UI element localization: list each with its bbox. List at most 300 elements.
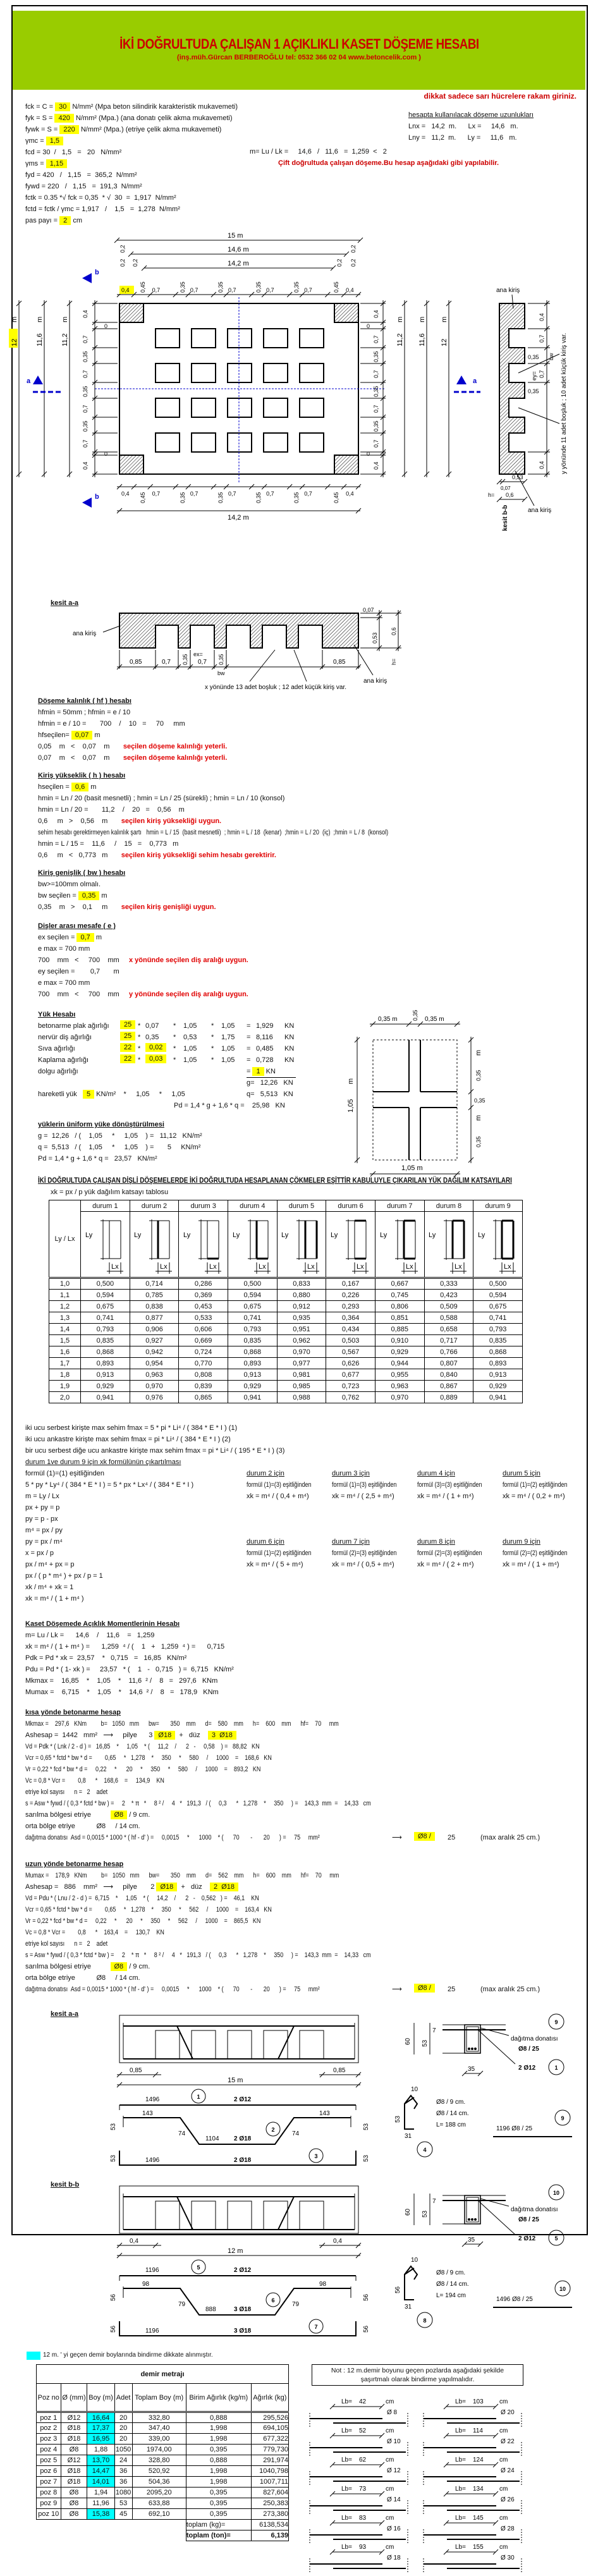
input-value[interactable]: 1,5 (46, 137, 63, 145)
unit: KN (284, 1045, 295, 1053)
rc-title: uzun yönde betonarme hesap (25, 1860, 124, 1868)
fill-load-input[interactable]: 1 (252, 1067, 264, 1076)
coffer-void (156, 398, 180, 417)
distribution-spacing: 25 (448, 1986, 456, 1993)
segment-label: 0,4 (121, 287, 130, 293)
position-number: 9 (554, 2019, 558, 2025)
position-number: 5 (554, 2235, 558, 2242)
input-label: fyd = (25, 171, 41, 179)
load-factor[interactable]: 0,02 (145, 1043, 166, 1052)
derivation-line: px + py = p (25, 1504, 60, 1511)
ratio-cell: 1,5 (49, 1335, 81, 1346)
coef-cell: 0,838 (130, 1301, 179, 1312)
stirrup-bar-input[interactable]: Ø8 (111, 1962, 128, 1971)
coef-cell: 0,941 (473, 1392, 523, 1403)
coef-cell: 0,889 (424, 1392, 473, 1403)
coef-cell: 0,851 (375, 1312, 424, 1324)
dim-label: 7 (432, 2027, 436, 2034)
position-number: 6 (271, 2297, 275, 2304)
input-value[interactable]: 2 (59, 216, 71, 225)
rc-calc-line: Vcr = 0,65 * fctd * bw * d = 0,65 * 1,278 * 350 * 562 / 1000 = 163,4 KN (25, 1906, 272, 1914)
dim-label: 0,4 (130, 2238, 138, 2245)
coffer-void (228, 2201, 252, 2230)
ratio-cell: 1,1 (49, 1290, 81, 1301)
dim-label: 1,05 (347, 1099, 355, 1113)
table-row (49, 1324, 523, 1335)
stirrup-spacing: Ø8 / 14 cm. (436, 2110, 469, 2117)
dim-label: 0,35 (528, 354, 539, 360)
coef-cell: 0,910 (375, 1335, 424, 1346)
overall-dimension: 12 (441, 338, 448, 346)
formula-line: iki ucu serbest kirişte max sehim fmax = 5 * pi * Li⁴ / ( 384 * E * I ) (1) (25, 1424, 238, 1432)
load-factor: 0,53 (183, 1034, 197, 1041)
dim-label: bw (217, 670, 225, 676)
schedule-header: Boy (m) (87, 2384, 114, 2412)
coef-cell: 0,500 (81, 1278, 130, 1290)
dim-label: 0,6 (506, 492, 514, 498)
distribution-bar-input[interactable]: Ø8 / (414, 1984, 435, 1993)
case-diagram (81, 1212, 130, 1278)
coef-cell: 0,588 (424, 1312, 473, 1324)
distribution-bar: Ø8 / 25 (518, 2046, 539, 2053)
coffer-void (156, 2030, 180, 2059)
leader-line (294, 650, 307, 681)
coef-cell: 0,955 (375, 1369, 424, 1381)
unit: m (347, 1078, 355, 1084)
rebar-dot (468, 2218, 470, 2221)
schedule-cell: poz 3 (37, 2434, 61, 2445)
coef-cell: 0,594 (473, 1290, 523, 1301)
unit: KN (284, 1022, 295, 1030)
schedule-cell: 2095,20 (132, 2487, 186, 2498)
unit: m (36, 316, 44, 322)
rebar-dot (474, 2048, 477, 2050)
unit: m (95, 934, 102, 941)
section-a-drawing (0, 607, 442, 695)
table-row (49, 1381, 523, 1392)
unit: m (101, 892, 107, 900)
coef-cell: 0,793 (81, 1324, 130, 1335)
coef-cell: 0,606 (179, 1324, 228, 1335)
ly-label: Ly (85, 1231, 93, 1239)
straight-bar-input[interactable]: 3 Ø18 (208, 1731, 236, 1740)
case-source: formül (3)=(3) eşitliğinden (417, 1481, 482, 1489)
coef-cell: 0,985 (277, 1381, 326, 1392)
load-factor: 1,05 (221, 1045, 235, 1053)
dim-label: 0,2 (119, 245, 126, 253)
schedule-cell: 1007,711 (251, 2477, 288, 2487)
segment-label: 0,35 (82, 386, 88, 397)
stirrup-label: sarılma bölgesi etriye (25, 1811, 91, 1819)
schedule-header: Ağırlık (kg) (251, 2384, 288, 2412)
overall-dimension: 11,2 (396, 333, 404, 346)
dim-label: 0,35 (218, 654, 224, 665)
schedule-cell: Ø8 (61, 2498, 87, 2509)
moment-line: Pdk = Pd * xk = 23,57 * 0,715 = 16,85 KN/m² (25, 1654, 187, 1662)
unit: cm (386, 2544, 394, 2551)
ana-kiris-label: ana kiriş (496, 287, 520, 294)
bar-length: 56 (110, 2325, 117, 2333)
leader-line (477, 2200, 515, 2235)
multiply-sign: * (211, 1045, 214, 1053)
coef-table (49, 1200, 523, 1403)
ex-input[interactable]: 0,7 (76, 933, 94, 942)
schedule-cell: 633,88 (132, 2498, 186, 2509)
table-row (49, 1346, 523, 1358)
coffer-void (192, 329, 216, 348)
straight-bar-input[interactable]: 2 Ø18 (210, 1883, 238, 1891)
input-label: fctk = 0.35 *√ fck = (25, 194, 83, 202)
schedule-row (37, 2412, 289, 2423)
segment-label: 0,7 (266, 287, 274, 293)
calc-line: hmin = L / 15 = 11,6 / 15 = 0,773 m (38, 840, 179, 848)
dim-label: 53 (394, 2115, 401, 2123)
g-total: g= 12,26 KN (247, 1079, 293, 1087)
coef-cell: 0,893 (228, 1358, 277, 1369)
coef-cell: 0,369 (179, 1290, 228, 1301)
formula-line: bir ucu serbest diğe ucu ankastre kirişte max sehim fmax = pi * Li⁴ / ( 195 * E * I ) (3) (25, 1447, 285, 1455)
middle-stirrup: orta bölge etriye Ø8 / 14 cm. (25, 1822, 140, 1830)
case-formula (247, 1468, 326, 1502)
derivation-line: m⁴ = px / py (25, 1527, 63, 1534)
coef-cell: 0,567 (326, 1346, 375, 1358)
coffer-void (156, 329, 180, 348)
schedule-row (37, 2445, 289, 2455)
schedule-cell: Ø18 (61, 2466, 87, 2477)
segment-label: 0,35 (293, 492, 300, 503)
beam-height-title: Kiriş yükseklik ( h ) hesabı (38, 772, 126, 779)
overall-dimension: 14,2 m (228, 514, 249, 522)
input-value[interactable]: 420 (54, 114, 73, 123)
schedule-row (37, 2434, 289, 2445)
coffer-void (228, 2030, 252, 2059)
schedule-cell: poz 10 (37, 2509, 61, 2520)
load-factor: 0,35 (145, 1034, 159, 1041)
case-title: durum 4 için (417, 1470, 455, 1477)
schedule-cell: 694,105 (251, 2423, 288, 2434)
coef-cell: 0,929 (375, 1346, 424, 1358)
check-result: y yönünde seçilen diş aralığı uygun. (128, 991, 248, 998)
derivation-title: durum 1ve durum 9 için xk formülünün çıkartılması (25, 1458, 181, 1466)
segment-label: 0,7 (266, 491, 274, 497)
dim-label: 0,2 (132, 259, 138, 267)
ly-label: Ly (232, 1231, 240, 1239)
section-b-profile (499, 303, 525, 474)
hf-input[interactable]: 0,07 (71, 731, 92, 740)
lx-label: Lx (455, 1263, 463, 1271)
lb-label: Lb= (341, 2427, 352, 2434)
overall-dimension: 14,2 m (228, 260, 249, 267)
dim-label: 0,7 (162, 659, 171, 666)
load-title: Yük Hesabı (38, 1011, 76, 1018)
case-formula-text: xk = m⁴ / ( 5 + m⁴) (247, 1561, 303, 1568)
rebar-a-drawing (0, 2004, 598, 2175)
ly-label: Ly (478, 1231, 485, 1239)
coef-cell: 0,500 (473, 1278, 523, 1290)
coef-cell: 0,741 (81, 1312, 130, 1324)
schedule-cell: 0,888 (186, 2455, 251, 2466)
schedule-cell: 15,38 (87, 2509, 114, 2520)
load-factor[interactable]: 22 (120, 1054, 135, 1063)
rc-calc-line: Vc = 0,8 * Vcr = 0,8 * 168,6 = 134,9 KN (25, 1777, 164, 1785)
input-note: 1,917 / 1,5 = 1,278 N/mm² (82, 205, 180, 213)
dim-label: bw (548, 353, 554, 360)
dim-label: 10 (411, 2086, 418, 2093)
segment-label: 0,35 (217, 281, 224, 293)
coef-cell: 0,293 (326, 1301, 375, 1312)
input-label: bw seçilen = (38, 892, 76, 900)
table-row (49, 1290, 523, 1301)
segment-label: 0,4 (346, 491, 354, 497)
schedule-cell: poz 7 (37, 2477, 61, 2487)
rib-spacing-title: Dişler arası mesafe ( e ) (38, 922, 116, 930)
derivation-line: px / m⁴ + px = p (25, 1561, 75, 1568)
lb-label: Lb= (455, 2486, 466, 2493)
case-title: durum 2 için (247, 1470, 284, 1477)
input-note: 420 / 1,15 = 365,2 N/mm² (42, 171, 137, 179)
distribution-bar-input[interactable]: Ø8 / (414, 1832, 435, 1841)
equals-sign: = (247, 1022, 251, 1030)
schedule-title: demir metrajı (37, 2365, 289, 2384)
dim-label: 35 (468, 2066, 475, 2073)
position-number: 5 (197, 2264, 200, 2271)
ly-label: Ly (429, 1231, 436, 1239)
case-header: durum 8 (424, 1200, 473, 1212)
stirrup-bar-input[interactable]: Ø8 (111, 1810, 128, 1819)
lb-value: 62 (359, 2457, 367, 2463)
input-label: ex seçilen = (38, 934, 75, 941)
case-diagram (179, 1212, 228, 1278)
coef-cell: 0,840 (424, 1369, 473, 1381)
schedule-row (37, 2466, 289, 2477)
schedule-cell: 53 (114, 2498, 132, 2509)
segment-label: 0,7 (152, 287, 161, 293)
case-header: durum 9 (473, 1200, 523, 1212)
schedule-header: Ø (mm) (61, 2384, 87, 2412)
load-factor[interactable]: 0,03 (145, 1054, 166, 1063)
distribution-max: (max aralık 25 cm.) (480, 1986, 540, 1993)
segment-label: 0,7 (304, 287, 312, 293)
dim-label: h= (488, 492, 495, 498)
calc-line: hfmin = 50mm ; hfmin = e / 10 (38, 709, 131, 716)
dim-label: 0,4 (539, 313, 545, 321)
segment-label: 0,35 (255, 281, 262, 293)
equals-sign: = (247, 1045, 251, 1053)
load-factor[interactable]: 25 (120, 1020, 135, 1029)
derivation-line: py = p - px (25, 1515, 58, 1523)
straight-label: + düz (181, 1883, 202, 1891)
position-number: 9 (561, 2115, 564, 2121)
bar-diameter: Ø 26 (501, 2496, 515, 2503)
check-expr: 700 mm < 700 mm (38, 991, 119, 998)
schedule-cell: poz 9 (37, 2498, 61, 2509)
load-factor: 1,05 (183, 1056, 197, 1064)
coef-cell: 0,906 (130, 1324, 179, 1335)
coef-cell: 0,741 (473, 1312, 523, 1324)
case-header: durum 1 (81, 1200, 130, 1212)
distribution-line (25, 1832, 540, 1843)
load-factor: 1,05 (183, 1022, 197, 1030)
equals-sign: = (247, 1034, 251, 1041)
leader-line (515, 471, 534, 506)
load-factor[interactable]: 25 (120, 1032, 135, 1041)
coef-cell: 0,970 (277, 1346, 326, 1358)
calc-line: hmin = Ln / 20 = 11,2 / 20 = 0,56 m (38, 806, 185, 814)
coef-cell: 0,453 (179, 1301, 228, 1312)
input-value[interactable]: 1,15 (46, 159, 67, 168)
coef-cell: 0,785 (130, 1290, 179, 1301)
moment-line: m= Lu / Lk = 14,6 / 11,6 = 1,259 (25, 1632, 155, 1639)
stirrup-length: L= 188 cm (436, 2121, 466, 2128)
schedule-cell: 20 (114, 2412, 132, 2423)
check-result: seçilen kiriş yüksekliği uygun. (121, 817, 222, 825)
segment-label: 0,7 (304, 491, 312, 497)
schedule-cell: 1974,00 (132, 2445, 186, 2455)
bent-bar-input[interactable]: Ø18 (154, 1731, 175, 1740)
multiply-sign: * (138, 1034, 141, 1041)
coef-cell: 0,913 (81, 1369, 130, 1381)
lb-value: 124 (473, 2457, 484, 2463)
derivation-line: px / ( p * m⁴ ) + px / p = 1 (25, 1572, 103, 1580)
lx-label: Lx (160, 1263, 168, 1271)
lb-value: 73 (359, 2486, 367, 2493)
table-row (49, 1301, 523, 1312)
h-input[interactable]: 0,6 (71, 783, 88, 791)
input-value[interactable]: 220 (59, 125, 78, 134)
schedule-cell: 1050 (114, 2445, 132, 2455)
bent-bar-input[interactable]: Ø18 (156, 1883, 177, 1891)
bar-label: 2 Ø12 (518, 2235, 536, 2242)
case-title: durum 7 için (332, 1538, 370, 1546)
dim-label: 0,2 (350, 245, 357, 253)
load-row (38, 1043, 310, 1054)
moment-line: Mkmax = 16,85 * 1,05 * 11,6 ² / 8 = 297,6 KNm (25, 1677, 218, 1685)
segment-label: 0,4 (373, 310, 379, 318)
bw-input[interactable]: 0,35 (78, 891, 99, 900)
lb-value: 155 (473, 2544, 484, 2551)
rc-as-line (25, 1730, 447, 1741)
coef-cell: 0,944 (375, 1358, 424, 1369)
bar-length: 74 (178, 2130, 186, 2137)
rib-spacing-block (38, 920, 248, 1000)
dim-label: 0,35 (475, 1136, 482, 1147)
plan-drawing (0, 234, 598, 531)
coef-table-subtitle: xk = px / p yük dağılım katsayı tablosu (51, 1188, 169, 1196)
case-source: formül (1)=(3) eşitliğinden (247, 1481, 312, 1489)
case-formula (417, 1468, 496, 1502)
segment-label: 0 (367, 451, 370, 457)
unit: cm (386, 2486, 394, 2493)
coffer-void (192, 2030, 216, 2059)
schedule-cell: 16,64 (87, 2412, 114, 2423)
bar-length: 1496 (145, 2096, 160, 2103)
unit: cm (499, 2398, 508, 2405)
coffer-void (264, 329, 288, 348)
input-row (25, 147, 238, 158)
case-source: formül (1)=(3) eşitliğinden (332, 1481, 397, 1489)
dim-label: 0,35 m (425, 1016, 444, 1023)
coef-cell: 0,770 (179, 1358, 228, 1369)
coef-cell: 0,912 (277, 1301, 326, 1312)
coef-cell: 0,724 (179, 1346, 228, 1358)
input-label: fctd = fctk / γmc = (25, 205, 80, 213)
pd-total: Pd = 1,4 * g + 1,6 * q = 25,98 KN (174, 1102, 285, 1109)
table-row (49, 1369, 523, 1381)
coef-cell: 0,867 (424, 1381, 473, 1392)
overall-dimension: 14,6 m (228, 246, 249, 253)
dim-label: 0,7 (539, 334, 545, 343)
derivation-line: x = px / p (25, 1549, 54, 1557)
coef-cell: 0,669 (179, 1335, 228, 1346)
schedule-cell: 1040,798 (251, 2466, 288, 2477)
input-value[interactable]: 30 (55, 102, 70, 111)
section-a-title: kesit a-a (51, 599, 79, 607)
page-subtitle: (inş.müh.Gürcan BERBEROĞLU tel: 0532 366 02 04 www.betoncelik.com ) (177, 54, 421, 61)
stirrup-spacing: Ø8 / 9 cm. (436, 2099, 466, 2106)
ly-label: Ly (379, 1231, 387, 1239)
calc-line: q = 5,513 / ( 1,05 * 1,05 ) = 5 KN/m² (38, 1144, 201, 1151)
multiply-sign: * (138, 1056, 141, 1064)
live-load-input[interactable]: 5 (83, 1090, 94, 1099)
header-banner (13, 11, 585, 90)
case-source: formül (1)=(2) eşitliğinden (247, 1549, 312, 1557)
stirrup-line (25, 1809, 447, 1821)
as-required: Ashesap = 1442 mm² (25, 1731, 98, 1739)
check-expr: 0,6 m < 0,773 m (38, 852, 108, 859)
input-row (25, 124, 238, 135)
segment-label: 0,45 (333, 492, 340, 503)
case-diagram (424, 1212, 473, 1278)
slab-thickness-block (38, 695, 227, 764)
stirrup-label: sarılma bölgesi etriye (25, 1963, 91, 1970)
check-expr: 0,35 m > 0,1 m (38, 903, 108, 911)
slab-thickness-title: Döşeme kalınlık ( hf ) hesabı (38, 697, 131, 705)
position-number: 8 (423, 2317, 427, 2324)
coef-cell: 0,677 (326, 1369, 375, 1381)
input-row (25, 113, 238, 124)
beam-width-title: Kiriş genişlik ( bw ) hesabı (38, 869, 126, 877)
dim-label: 53 (422, 2210, 429, 2218)
arrow-icon: ⟶ (392, 1986, 402, 1993)
uniform-title: yüklerin üniform yüke dönüştürülmesi (38, 1121, 164, 1128)
section-a-profile (119, 613, 358, 648)
segment-label: 0,7 (373, 405, 379, 413)
case-formula-text: xk = m⁴ / ( 1 + m⁴) (503, 1561, 559, 1568)
calc-line: bw>=100mm olmalı. (38, 881, 101, 888)
calc-expr: KN/m² * 1,05 * 1,05 (96, 1090, 185, 1098)
load-label: nervür diş ağırlığı (38, 1034, 92, 1041)
load-factor[interactable]: 22 (120, 1043, 135, 1052)
schedule-cell: Ø18 (61, 2423, 87, 2434)
bar-diameter: Ø 20 (501, 2409, 515, 2416)
uniform-load-block (38, 1119, 202, 1164)
coef-cell: 0,963 (130, 1369, 179, 1381)
schedule-cell: 1,998 (186, 2477, 251, 2487)
dim-label: 0,4 (333, 2238, 342, 2245)
unit: m (441, 316, 448, 322)
derivation-line: xk / m⁴ + xk = 1 (25, 1584, 74, 1591)
coffer-void (264, 363, 288, 382)
schedule-cell: 677,322 (251, 2434, 288, 2445)
case-header: durum 3 (179, 1200, 228, 1212)
ratio-cell: 1,2 (49, 1301, 81, 1312)
dim-label: 31 (405, 2304, 412, 2310)
unit: m (11, 316, 18, 322)
coef-cell: 0,885 (375, 1324, 424, 1335)
dim-label: 1,05 m (401, 1164, 423, 1172)
cyan-legend-swatch (27, 2352, 40, 2360)
schedule-header: Poz no (37, 2384, 61, 2412)
